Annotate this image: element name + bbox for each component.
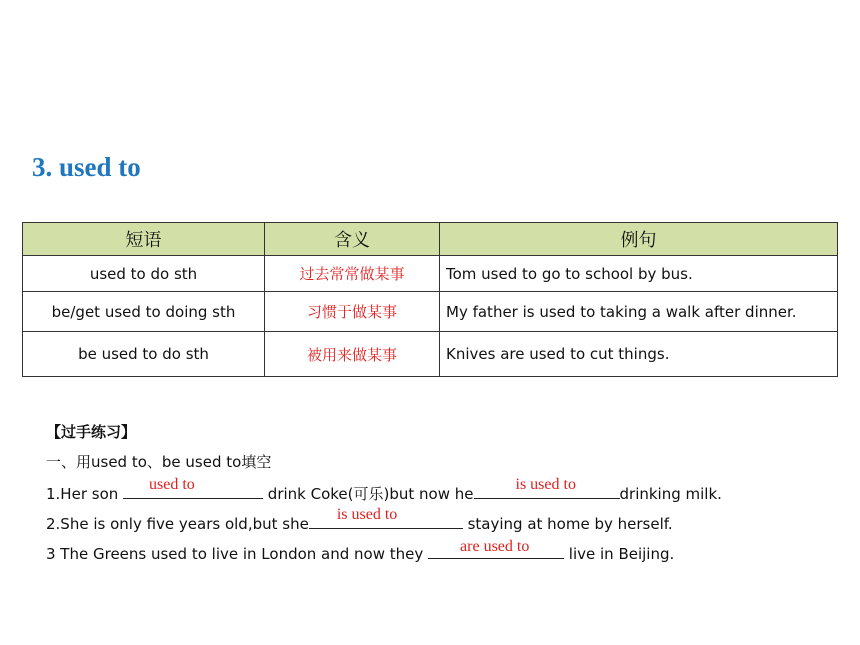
q1-text-mid: drink Coke(可乐)but now he [263, 485, 474, 503]
example-cell: My father is used to taking a walk after dinner. [440, 292, 838, 332]
q2-blank [309, 506, 463, 529]
question-1 [46, 476, 722, 504]
meaning-cell: 被用来做某事 [265, 332, 440, 377]
q3-answer: are used to [460, 538, 530, 555]
question-2 [46, 506, 673, 533]
q3-text-post: live in Beijing. [564, 545, 675, 563]
phrase-cell: be/get used to doing sth [23, 292, 265, 332]
meaning-cell: 过去常常做某事 [265, 256, 440, 292]
example-cell: Knives are used to cut things. [440, 332, 838, 377]
header-example: 例句 [440, 223, 838, 256]
section-heading: 3. used to [32, 152, 141, 182]
table-row [23, 332, 838, 377]
q3-blank [428, 538, 564, 559]
practice-instruction: 一、用used to、be used to填空 [46, 453, 272, 471]
question-3 [46, 538, 675, 563]
q1-text-pre: 1.Her son [46, 485, 124, 503]
table-row [23, 292, 838, 332]
table-row [23, 256, 838, 292]
q1-answer-2: is used to [515, 476, 576, 493]
practice-title: 【过手练习】 [46, 423, 137, 441]
q1-text-post: drinking milk. [619, 485, 722, 503]
q1-blank-2 [474, 476, 620, 499]
meaning-cell: 习惯于做某事 [265, 292, 440, 332]
phrase-cell: be used to do sth [23, 332, 265, 377]
q2-text-post: staying at home by herself. [462, 515, 673, 533]
q2-text-pre: 2.She is only five years old,but she [46, 515, 309, 533]
q1-answer-1: used to [149, 476, 195, 493]
table-header-row [23, 223, 838, 256]
example-cell: Tom used to go to school by bus. [440, 256, 838, 292]
phrase-cell: used to do sth [23, 256, 265, 292]
header-phrase: 短语 [23, 223, 265, 256]
q2-answer: is used to [336, 506, 398, 523]
phrase-table [22, 222, 838, 377]
q3-text-pre: 3 The Greens used to live in London and now they [46, 545, 429, 563]
q1-blank-1 [123, 476, 263, 499]
header-meaning: 含义 [265, 223, 440, 256]
